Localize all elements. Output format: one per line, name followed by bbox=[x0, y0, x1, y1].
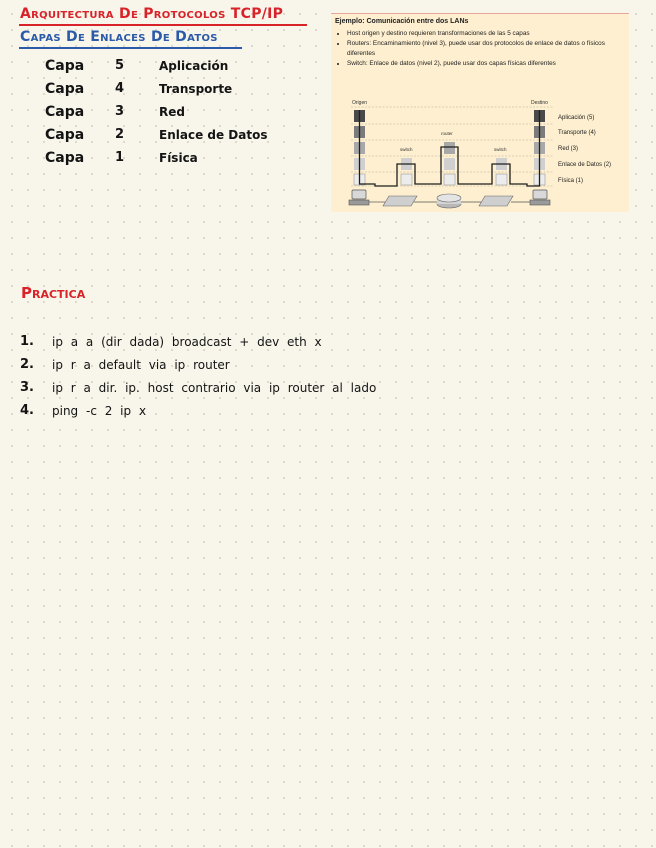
practice-step bbox=[20, 376, 376, 399]
layer-name: Enlace de Datos bbox=[159, 127, 268, 142]
practice-step bbox=[20, 399, 376, 422]
layer-word: Capa bbox=[45, 57, 85, 74]
router-icon bbox=[437, 194, 461, 208]
practice-step bbox=[20, 330, 376, 353]
network-diagram bbox=[331, 14, 629, 212]
layer-name: Transporte bbox=[159, 81, 233, 96]
switch-left-icon bbox=[383, 196, 417, 206]
destination-host-icon bbox=[530, 190, 550, 205]
layer-number: 1 bbox=[115, 150, 125, 165]
figure-bullet: • Switch: Enlace de datos (nivel 2), puede usar dos capas físicas diferentes bbox=[347, 59, 631, 69]
step-command: ip a a (dir dada) broadcast + dev eth x bbox=[52, 334, 322, 349]
figure-title: Ejemplo: Comunicación entre dos LANs bbox=[335, 18, 469, 25]
step-number: 3. bbox=[20, 380, 34, 395]
layer-label: Física (1) bbox=[558, 178, 584, 184]
switch-left-label: switch bbox=[400, 147, 413, 152]
figure-bullet: • Routers: Encaminamiento (nivel 3), puede usar dos protocolos de enlace de datos o físicos diferentes bbox=[347, 39, 631, 59]
origin-host-icon bbox=[349, 190, 369, 205]
layer-name: Red bbox=[159, 104, 185, 119]
layer-row bbox=[45, 54, 267, 77]
switch-right-stack bbox=[496, 158, 507, 185]
step-command: ip r a dir. ip. host contrario via ip router al lado bbox=[52, 380, 377, 395]
layer-label: Aplicación (5) bbox=[558, 115, 595, 121]
switch-right-label: switch bbox=[494, 147, 507, 152]
practice-step bbox=[20, 353, 376, 376]
step-number: 4. bbox=[20, 403, 34, 418]
router-stack bbox=[444, 142, 455, 185]
origin-label: Origen bbox=[352, 100, 368, 106]
figure-bullet: • Host origen y destino requieren transformaciones de las 5 capas bbox=[347, 29, 631, 39]
layer-row bbox=[45, 77, 267, 100]
title-underline bbox=[19, 24, 307, 26]
step-command: ping -c 2 ip x bbox=[52, 403, 147, 418]
practice-title: Practica bbox=[21, 284, 86, 302]
layer-name: Física bbox=[159, 150, 198, 165]
layer-row bbox=[45, 146, 267, 169]
layer-label: Transporte (4) bbox=[558, 130, 596, 136]
layer-number: 3 bbox=[115, 104, 125, 119]
step-command: ip r a default via ip router bbox=[52, 357, 230, 372]
destination-label: Destino bbox=[531, 100, 548, 106]
layer-label: Enlace de Datos (2) bbox=[558, 162, 612, 168]
layer-word: Capa bbox=[45, 103, 85, 120]
layer-row bbox=[45, 100, 267, 123]
layer-number: 2 bbox=[115, 127, 125, 142]
layer-word: Capa bbox=[45, 149, 85, 166]
layer-name: Aplicación bbox=[159, 58, 229, 73]
switch-right-icon bbox=[479, 196, 513, 206]
page-subtitle: Capas De Enlaces De Datos bbox=[20, 29, 218, 45]
layer-row bbox=[45, 123, 267, 146]
layer-number: 5 bbox=[115, 58, 125, 73]
step-number: 1. bbox=[20, 334, 34, 349]
subtitle-underline bbox=[19, 47, 242, 49]
layer-number: 4 bbox=[115, 81, 125, 96]
layer-list bbox=[45, 54, 267, 169]
practice-steps bbox=[20, 330, 376, 422]
router-label: router bbox=[441, 131, 453, 136]
page-title: Arquitectura De Protocolos TCP/IP bbox=[20, 6, 284, 22]
step-number: 2. bbox=[20, 357, 34, 372]
layer-word: Capa bbox=[45, 80, 85, 97]
layer-label: Red (3) bbox=[558, 146, 579, 152]
layer-word: Capa bbox=[45, 126, 85, 143]
switch-left-stack bbox=[401, 158, 412, 185]
network-figure[interactable] bbox=[331, 13, 629, 212]
